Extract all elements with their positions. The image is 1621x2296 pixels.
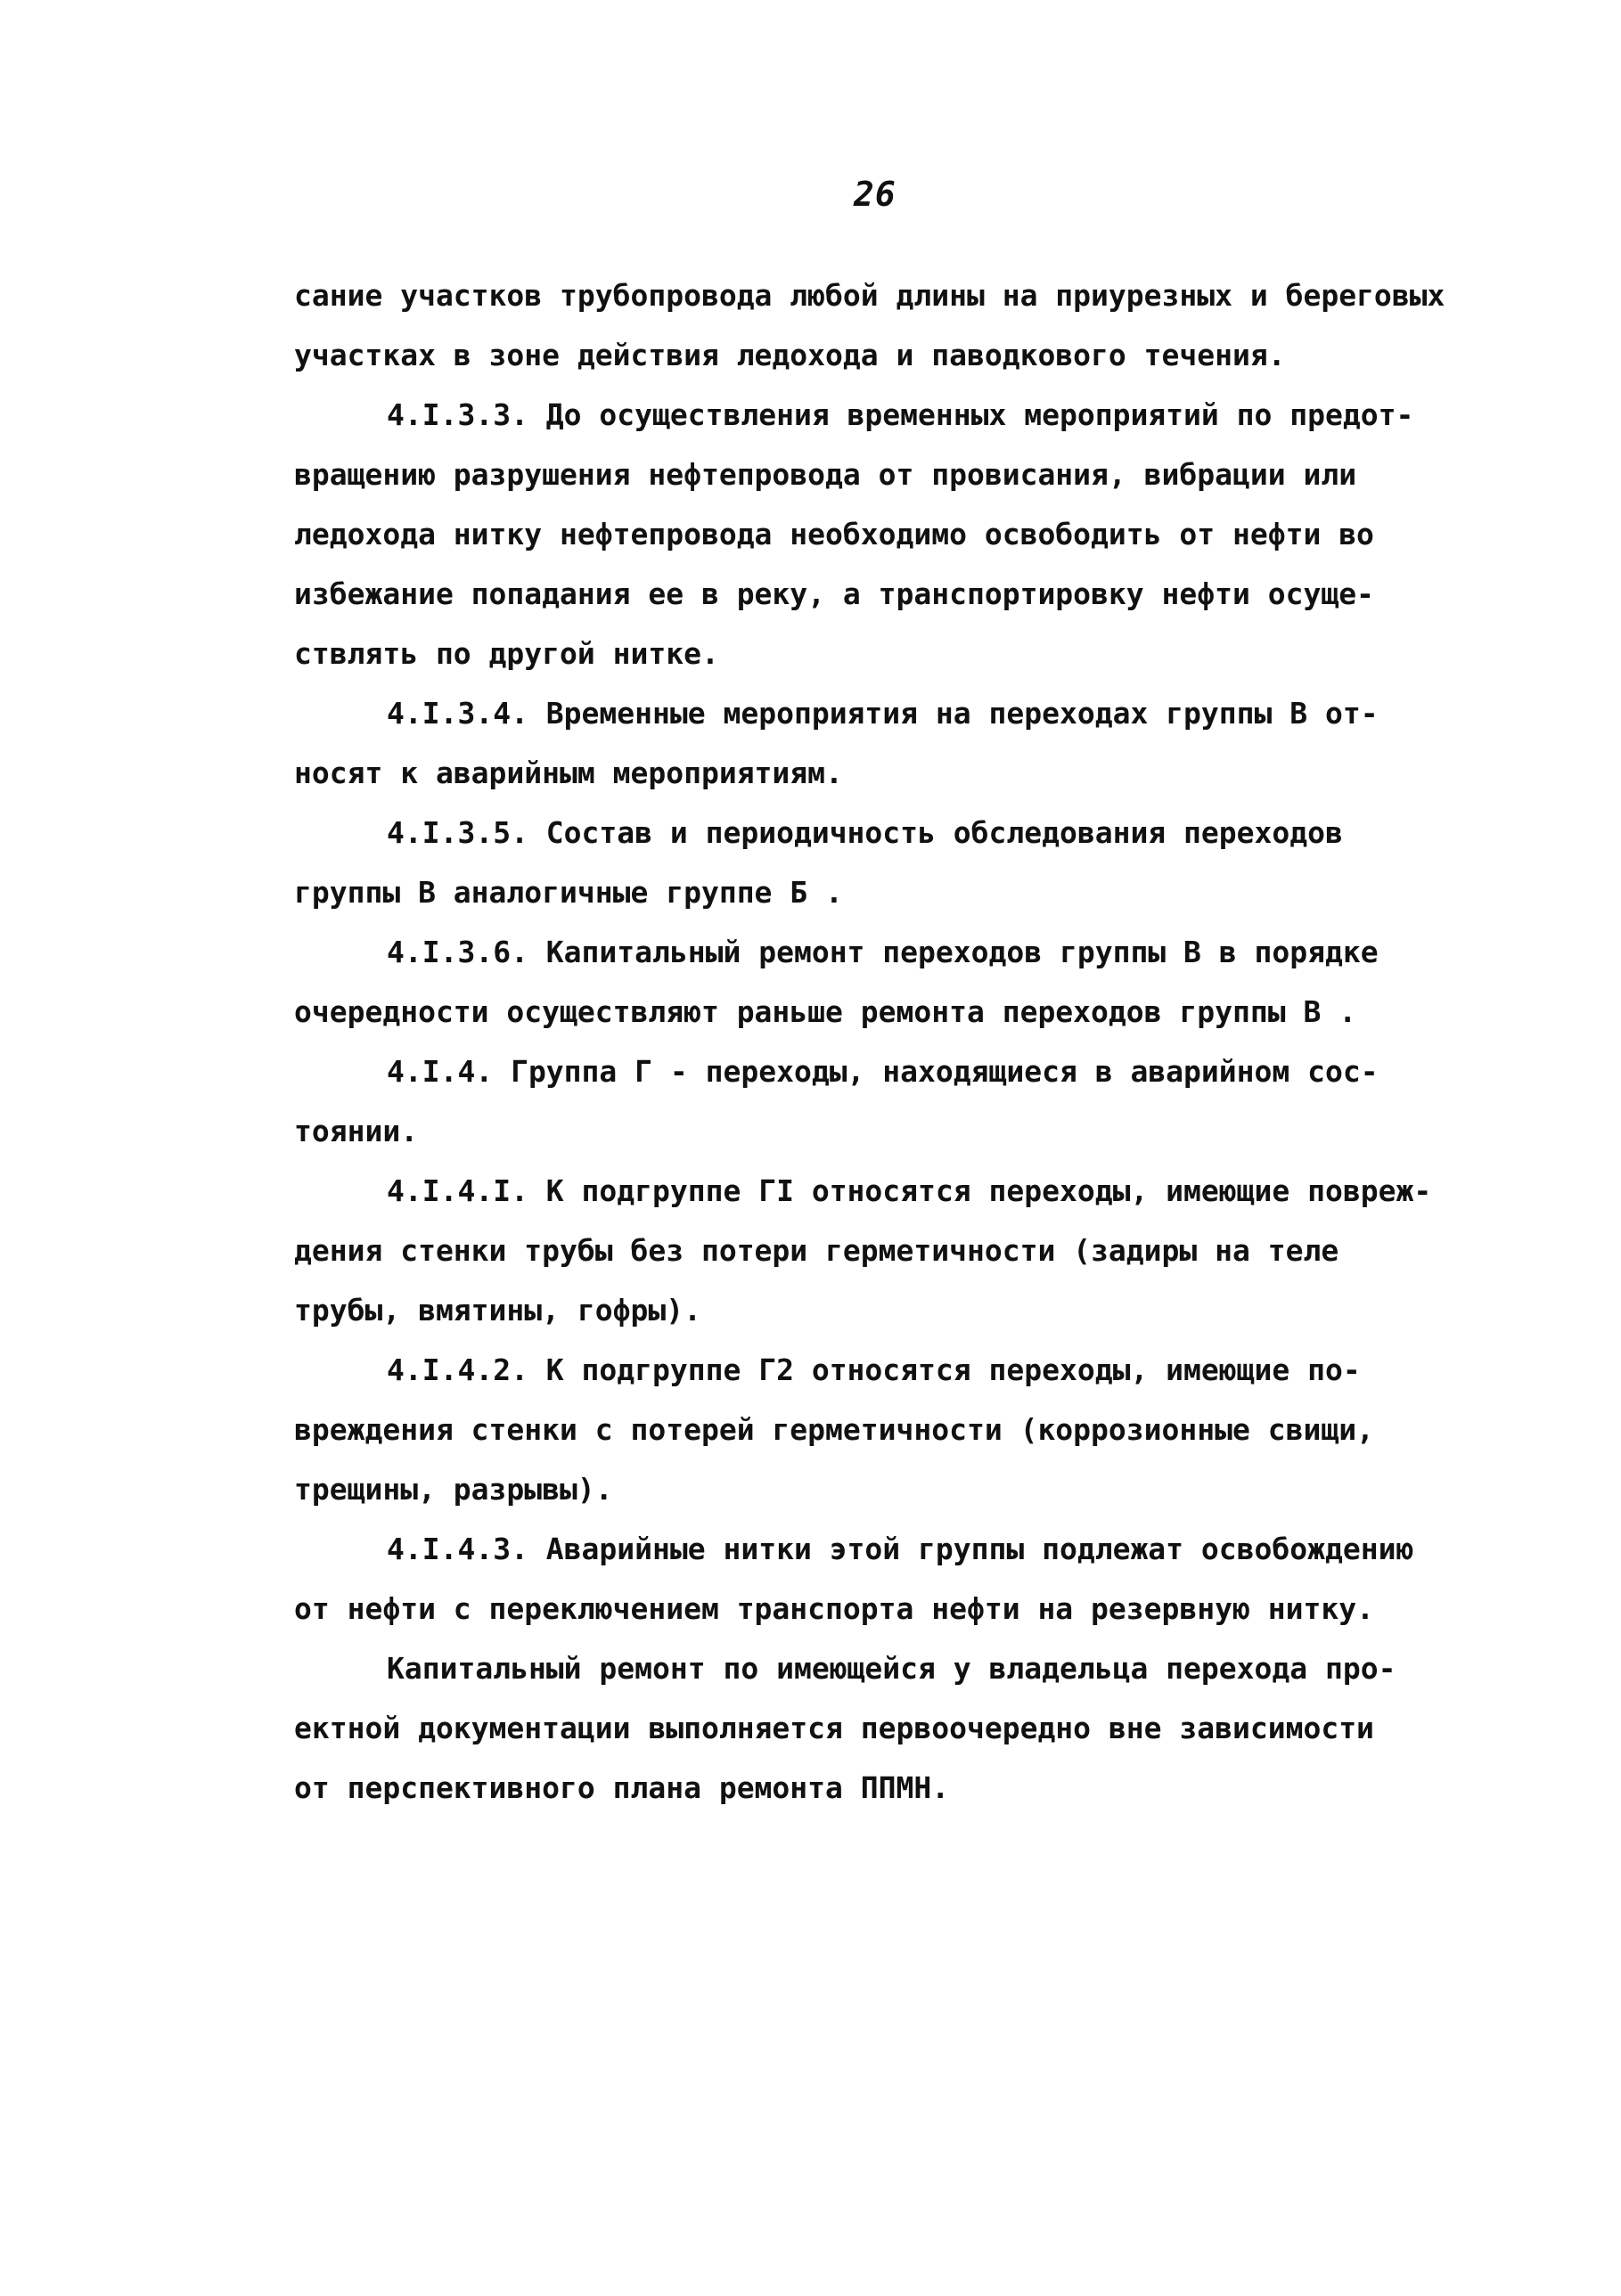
text-line: носят к аварийным мероприятиям.: [294, 756, 843, 790]
text-line: дения стенки трубы без потери герметичности (задиры на теле: [294, 1233, 1339, 1268]
text-line: группы В аналогичные группе Б .: [294, 875, 843, 910]
section-4-1-4-1: 4.I.4.I. К подгруппе ГI относятся переходы, имеющие повреж-: [387, 1173, 1432, 1208]
text-line: ствлять по другой нитке.: [294, 636, 719, 671]
section-4-1-3-4: 4.I.3.4. Временные мероприятия на переходах группы В от-: [387, 696, 1379, 731]
body-text: [294, 266, 1479, 1818]
text-line: вращению разрушения нефтепровода от провисания, вибрации или: [294, 457, 1357, 492]
text-line: избежание попадания ее в реку, а транспортировку нефти осуще-: [294, 576, 1374, 611]
section-4-1-4-2: 4.I.4.2. К подгруппе Г2 относятся переходы, имеющие по-: [387, 1352, 1361, 1387]
paragraph-capital-repair: Капитальный ремонт по имеющейся у владельца перехода про-: [387, 1651, 1396, 1686]
section-4-1-4-3: 4.I.4.3. Аварийные нитки этой группы подлежат освобождению: [387, 1532, 1414, 1566]
text-line: участках в зоне действия ледохода и паводкового течения.: [294, 338, 1286, 372]
text-line: трубы, вмятины, гофры).: [294, 1293, 701, 1328]
page-number: 26: [854, 175, 896, 214]
text-line: от перспективного плана ремонта ППМН.: [294, 1770, 950, 1805]
text-line: ектной документации выполняется первоочередно вне зависимости: [294, 1711, 1374, 1745]
text-line: тоянии.: [294, 1114, 419, 1148]
text-line: трещины, разрывы).: [294, 1472, 613, 1507]
text-line: ледохода нитку нефтепровода необходимо освободить от нефти во: [294, 517, 1374, 552]
section-4-1-3-5: 4.I.3.5. Состав и периодичность обследования переходов: [387, 815, 1343, 850]
section-4-1-3-3: 4.I.3.3. До осуществления временных мероприятий по предот-: [387, 397, 1414, 432]
text-line: от нефти с переключением транспорта нефти на резервную нитку.: [294, 1591, 1374, 1626]
section-4-1-4: 4.I.4. Группа Г - переходы, находящиеся в аварийном сос-: [387, 1054, 1379, 1089]
text-line: вреждения стенки с потерей герметичности (коррозионные свищи,: [294, 1412, 1374, 1447]
text-line: очередности осуществляют раньше ремонта переходов группы В .: [294, 994, 1357, 1029]
section-4-1-3-6: 4.I.3.6. Капитальный ремонт переходов группы В в порядке: [387, 935, 1379, 969]
text-line: сание участков трубопровода любой длины на приурезных и береговых: [294, 278, 1445, 313]
